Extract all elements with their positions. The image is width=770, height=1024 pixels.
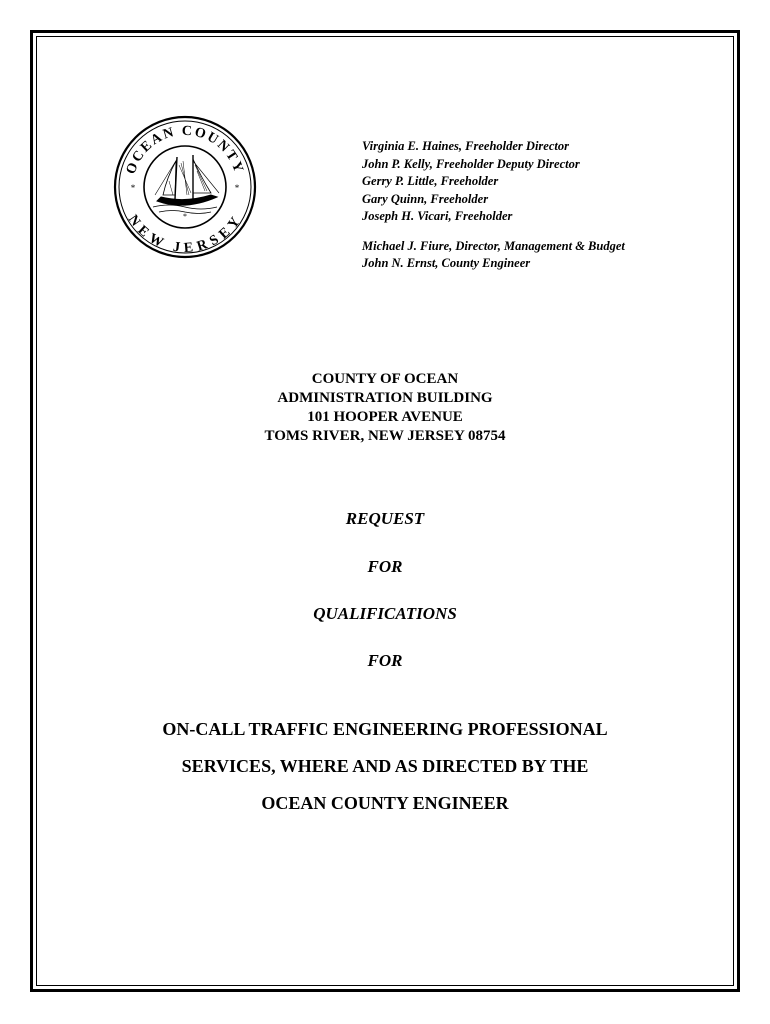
official-line: Virginia E. Haines, Freeholder Director (362, 139, 569, 153)
rfq-for-2: FOR (367, 651, 403, 670)
staff-line: John N. Ernst, County Engineer (362, 256, 531, 270)
rfq-qualifications: QUALIFICATIONS (313, 604, 457, 623)
official-line: Gerry P. Little, Freeholder (362, 174, 499, 188)
project-title-line: SERVICES, WHERE AND AS DIRECTED BY THE (181, 756, 589, 776)
seal-star-left: * (130, 183, 136, 193)
rfq-for: FOR (367, 557, 403, 576)
project-title (0, 711, 770, 822)
address-line: TOMS RIVER, NEW JERSEY 08754 (264, 428, 506, 444)
officials-list (362, 138, 625, 273)
official-line: John P. Kelly, Freeholder Deputy Director (362, 156, 580, 171)
sailing-ship-icon (153, 155, 219, 214)
project-title-line: OCEAN COUNTY ENGINEER (261, 793, 509, 813)
address-line: 101 HOOPER AVENUE (307, 409, 463, 425)
staff-line: Michael J. Fiure, Director, Management & Budget (362, 238, 625, 253)
official-line: Joseph H. Vicari, Freeholder (362, 209, 513, 223)
spacer (362, 226, 625, 238)
seal-bottom-text: NEW JERSEY (124, 212, 246, 257)
seal-top-text: OCEAN COUNTY (123, 123, 247, 177)
official-line: Gary Quinn, Freeholder (362, 191, 489, 206)
seal-star-right: * (234, 183, 240, 193)
address-line: ADMINISTRATION BUILDING (277, 390, 493, 406)
county-address (0, 370, 770, 446)
rfq-request: REQUEST (345, 509, 425, 528)
ocean-county-seal (113, 115, 257, 259)
address-line: COUNTY OF OCEAN (311, 371, 459, 387)
project-title-line: ON-CALL TRAFFIC ENGINEERING PROFESSIONAL (162, 719, 608, 739)
seal-star-bottom: * (183, 212, 187, 221)
